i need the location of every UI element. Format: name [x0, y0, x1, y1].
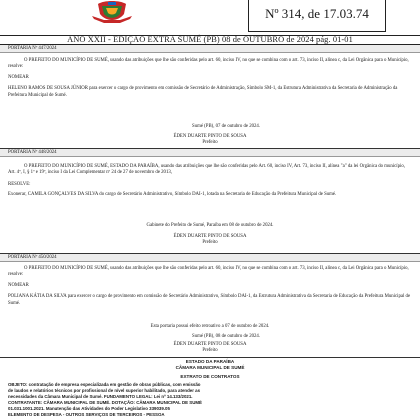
camara-chamber: CÂMARA MUNICIPAL DE SUMÉ [175, 365, 245, 370]
portaria-447-tag: PORTARIA Nº 447/2024 [8, 46, 57, 51]
portaria-450-nomear: NOMEAR [8, 282, 29, 288]
portaria-448-resolve: RESOLVE: [8, 181, 31, 187]
edition-bar: ANO XXII - EDIÇÃO EXTRA SUMÉ (PB) 08 de OUTUBRO de 2024 pág. 01-01 [0, 35, 420, 45]
portaria-header-bar [0, 149, 420, 157]
camara-line: CONTRATANTE: CÂMARA MUNICIPAL DE SUMÉ. DOTAÇÃO: CÂMARA MUNICIPAL DE SUMÉ [8, 400, 202, 405]
portaria-448-signer: ÉDEN DUARTE PINTO DE SOUSA [173, 234, 247, 239]
portaria-header-bar [0, 254, 420, 262]
portaria-447-role: Prefeito [202, 140, 218, 145]
portaria-448-intro: O PREFEITO DO MUNICÍPIO DE SUMÉ, ESTADO DA PARAÍBA, usando das atribuições que lhe são conferidas pelo Art. 60, inciso IV, Art. 73, inciso II, alínea "a" da lei Orgânica do município, Art. 4º, I, § 1º e 19º, inciso I da Lei Complementar nº 24 de 27 de novembro de 2013, [8, 164, 405, 176]
masthead [0, 0, 420, 44]
portaria-447-nomear: NOMEAR [8, 74, 29, 80]
portaria-447-signer: ÉDEN DUARTE PINTO DE SOUSA [173, 134, 247, 139]
camara-line: OBJETO: contratação de empresa especializada em gestão de obras públicas, com emissão [8, 382, 201, 387]
camara-extract-title: EXTRATO DE CONTRATOS [180, 374, 240, 379]
camara-state: ESTADO DA PARAÍBA [185, 359, 235, 364]
portaria-448-tag: PORTARIA Nº 448/2024 [8, 150, 57, 155]
camara-extract [0, 352, 420, 420]
portaria-450-tag: PORTARIA Nº 450/2024 [8, 255, 57, 260]
camara-line: 01.031.1001.2021. Manutenção das Atividades do Poder Legislativo 339039.05 [8, 406, 170, 411]
portaria-450-signer: ÉDEN DUARTE PINTO DE SOUSA [173, 342, 247, 347]
portaria-448-text: Exonerar, CAMILA GONÇALVES DA SILVA do cargo de Secretário Administrativo, Símbolo DAI-1, lotada na Secretaria de Educação da Prefeitura Municipal de Sumé. [8, 192, 337, 198]
portaria-448-role: Prefeito [202, 240, 218, 245]
portaria-448-gabinete: Gabinete do Prefeito de Sumé, Paraíba em 08 de outubro de 2024. [146, 223, 274, 228]
issue-number: Nº 314, de 17.03.74 [248, 0, 386, 32]
portaria-447-body [8, 58, 412, 99]
portaria-448-body [8, 164, 412, 199]
portaria-450-intro: O PREFEITO DO MUNICÍPIO DE SUMÉ, usando das atribuições que lhe são conferidas pelo art. 60, inciso IV, no que se combina com o art. 73, inciso II, alínea c, da Lei Orgânica para o Município, resolve: [8, 266, 409, 278]
portaria-450-text: POLIANA KÁTIA DA SILVA para exercer o cargo de provimento em comissão de Secretário Administrativo, Símbolo DAI-1, da Estrutura Administrativa da Secretaria de Educação da Prefeitura Municipal de Sumé. [8, 294, 411, 306]
camara-line: de laudos e relatórios técnicos por profissional de nível superior habilitado, para atender as [8, 388, 201, 393]
portaria-450-role: Prefeito [202, 348, 218, 353]
portaria-header-bar [0, 45, 420, 53]
camara-line: necessidades da Câmara Municipal de Sumé. FUNDAMENTO LEGAL: Lei nº 14.133/2021. [8, 394, 193, 399]
municipal-coat-of-arms-icon [90, 0, 134, 24]
portaria-447-intro: O PREFEITO DO MUNICÍPIO DE SUMÉ, usando das atribuições que lhe são conferidas pelo art. 60, inciso IV, no que se combina com o art. 73, inciso II, alínea c, da Lei Orgânica para o Município, resolve: [8, 58, 409, 70]
portaria-450-effect: Esta portaria possui efeito retroativo a 07 de outubro de 2024. [150, 324, 270, 329]
portaria-447-text: HELENO RAMOS DE SOUSA JÚNIOR para exercer o cargo de provimento em comissão de Secretário de Administração, Símbolo SM-1, da Estrutura Administrativa da Secretaria de Administração da Prefeitura Municipal de Sumé. [8, 86, 398, 98]
camara-line: ELEMENTO DE DESPESA - OUTROS SERVIÇOS DE TERCEIROS - PESSOA [8, 412, 165, 417]
camara-extract-text [8, 382, 412, 418]
portaria-450-date: Sumé (PB), 08 de outubro de 2024. [192, 334, 260, 339]
portaria-450-body [8, 266, 412, 307]
portaria-447-date: Sumé (PB), 07 de outubro de 2024. [192, 124, 260, 129]
